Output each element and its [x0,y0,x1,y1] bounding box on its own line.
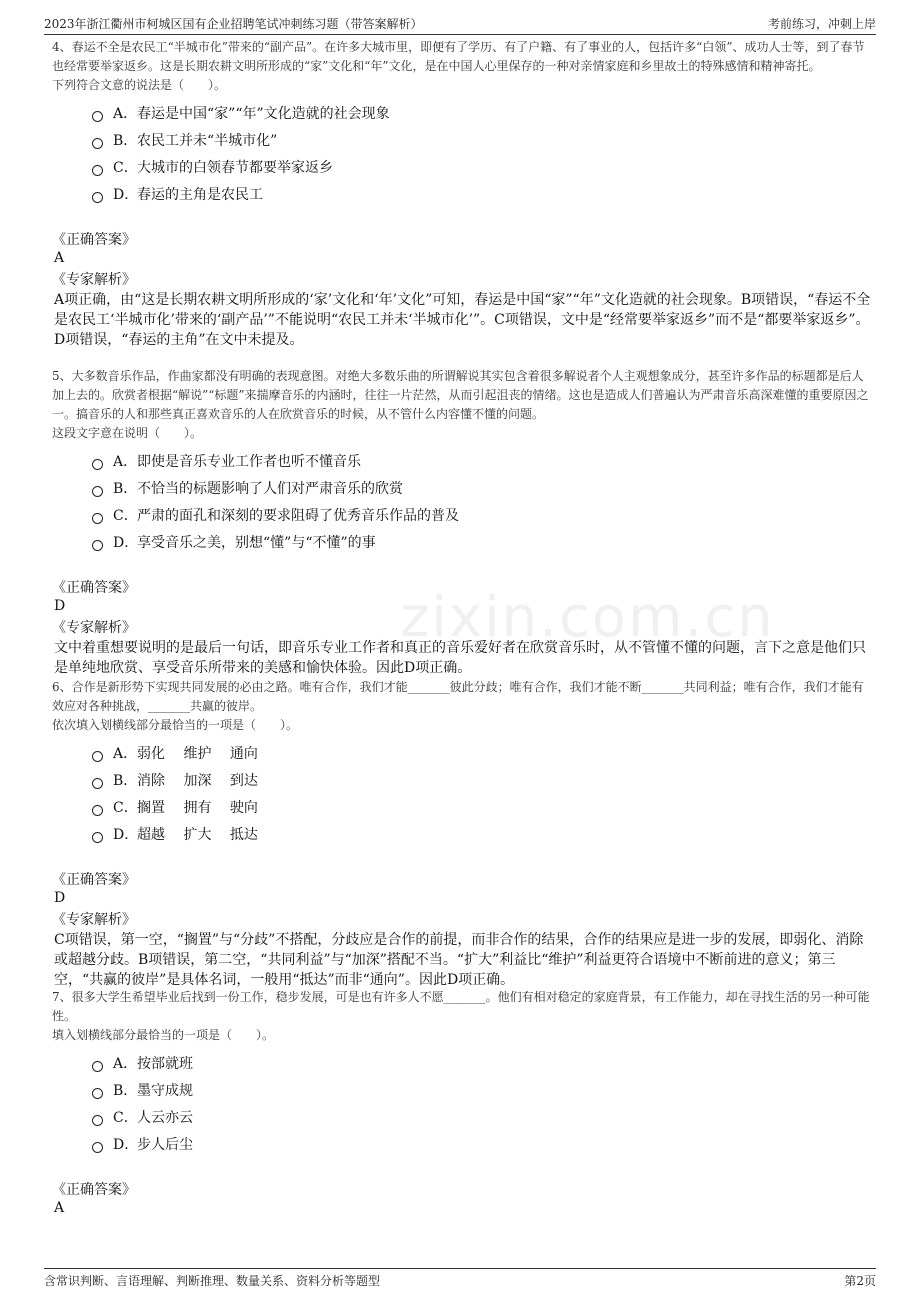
option-a[interactable]: A． 按部就班 [92,1049,872,1076]
radio-icon[interactable] [92,165,103,176]
radio-icon[interactable] [92,540,103,551]
option-c[interactable]: C． 人云亦云 [92,1103,872,1130]
page-footer [44,1268,876,1294]
question-stem: 4、春运不全是农民工“半城市化”带来的“副产品”。在许多大城市里，即便有了学历、有了户籍、有了事业的人，包括许多“白领”、成功人士等，到了春节也经常要举家返乡。这是长期农耕文明所形成的“家”文化和“年”文化，是在中国人心里保存的一种对亲情家庭和乡里故土的特殊感情和精神寄托。 [52,40,865,73]
question-7 [52,988,872,1217]
analysis-text: 文中着重想要说明的是最后一句话，即音乐专业工作者和真正的音乐爱好者在欣赏音乐时，从不管懂不懂的问题，言下之意是他们只是单纯地欣赏、享受音乐所带来的美感和愉快体验。因此D项正确。 [54,640,866,676]
analysis-label: 《专家解析》 [52,620,136,636]
header-slogan: 考前练习，冲刺上岸 [767,17,876,31]
watermark: zixin.com.cn [400,585,775,650]
option-c[interactable]: C． 大城市的白领春节都要举家返乡 [92,153,872,180]
answer-label: 《正确答案》 [52,1182,136,1198]
radio-icon[interactable] [92,192,103,203]
option-d[interactable]: D． 超越 扩大 抵达 [92,820,872,847]
radio-icon[interactable] [92,1088,103,1099]
option-list [92,99,872,207]
option-a[interactable]: A． 弱化 维护 通向 [92,739,872,766]
option-b[interactable]: B． 墨守成规 [92,1076,872,1103]
radio-icon[interactable] [92,1142,103,1153]
option-a[interactable]: A． 即使是音乐专业工作者也听不懂音乐 [92,447,872,474]
radio-icon[interactable] [92,832,103,843]
question-instruction: 填入划横线部分最恰当的一项是（ ）。 [52,1028,275,1042]
radio-icon[interactable] [92,513,103,524]
page-number: 第2页 [844,1274,876,1288]
option-c[interactable]: C． 严肃的面孔和深刻的要求阻碍了优秀音乐作品的普及 [92,501,872,528]
option-b[interactable]: B． 消除 加深 到达 [92,766,872,793]
option-list [92,447,872,555]
radio-icon[interactable] [92,1061,103,1072]
option-b[interactable]: B． 不恰当的标题影响了人们对严肃音乐的欣赏 [92,474,872,501]
question-6 [52,678,872,990]
radio-icon[interactable] [92,486,103,497]
question-stem: 5、大多数音乐作品，作曲家都没有明确的表现意图。对绝大多数乐曲的所谓解说其实包含着很多解说者个人主观想象成分，甚至许多作品的标题都是后人加上去的。欣赏者根据“解说”“标题”来揣摩音乐的内涵时，往往一片茫然，从而引起沮丧的情绪。这也是造成人们普遍认为严肃音乐高深难懂的重要原因之一。搞音乐的人和那些真正喜欢音乐的人在欣赏音乐的时候，从不管什么内容懂不懂的问题。 [52,369,869,421]
question-stem: 7、很多大学生希望毕业后找到一份工作，稳步发展，可是也有许多人不愿_______。他们有相对稳定的家庭背景，有工作能力，却在寻找生活的另一种可能性。 [52,990,870,1023]
option-list [92,739,872,847]
analysis-label: 《专家解析》 [52,272,136,288]
answer-label: 《正确答案》 [52,580,136,596]
answer-value: A [54,250,65,266]
radio-icon[interactable] [92,778,103,789]
answer-label: 《正确答案》 [52,232,136,248]
option-list [92,1049,872,1157]
radio-icon[interactable] [92,138,103,149]
radio-icon[interactable] [92,751,103,762]
question-4 [52,38,872,350]
option-a[interactable]: A． 春运是中国“家”“年”文化造就的社会现象 [92,99,872,126]
answer-value: A [54,1200,65,1216]
radio-icon[interactable] [92,459,103,470]
option-b[interactable]: B． 农民工并未“半城市化” [92,126,872,153]
option-d[interactable]: D． 步人后尘 [92,1130,872,1157]
radio-icon[interactable] [92,1115,103,1126]
document-title: 2023年浙江衢州市柯城区国有企业招聘笔试冲刺练习题（带答案解析） [44,17,423,31]
question-instruction: 依次填入划横线部分最恰当的一项是（ ）。 [52,718,299,732]
question-instruction: 下列符合文意的说法是（ ）。 [52,78,227,92]
question-stem: 6、合作是新形势下实现共同发展的必由之路。唯有合作，我们才能_______彼此分歧；唯有合作，我们才能不断_______共同利益；唯有合作，我们才能有效应对各种挑战，_______共赢的彼岸。 [52,680,864,713]
radio-icon[interactable] [92,111,103,122]
question-5 [52,367,872,678]
analysis-text: A项正确，由“这是长期农耕文明所形成的‘家’文化和‘年’文化”可知，春运是中国“家”“年”文化造就的社会现象。B项错误，“春运不全是农民工‘半城市化’带来的‘副产品’”不能说明“农民工并未‘半城市化’”。C项错误，文中是“经常要举家返乡”而不是“都要举家返乡”。D项错误，“春运的主角”在文中未提及。 [54,292,871,348]
question-instruction: 这段文字意在说明（ ）。 [52,426,203,440]
answer-value: D [54,598,66,614]
footer-note: 含常识判断、言语理解、判断推理、数量关系、资料分析等题型 [44,1274,381,1288]
option-d[interactable]: D． 春运的主角是农民工 [92,180,872,207]
option-d[interactable]: D． 享受音乐之美，别想“懂”与“不懂”的事 [92,528,872,555]
radio-icon[interactable] [92,805,103,816]
answer-label: 《正确答案》 [52,872,136,888]
analysis-text: C项错误，第一空，“搁置”与“分歧”不搭配，分歧应是合作的前提，而非合作的结果，合作的结果应是进一步的发展，即弱化、消除或超越分歧。B项错误，第二空，“共同利益”与“加深”搭配不当。“扩大”利益比“维护”利益更符合语境中不断前进的意义；第三空，“共赢的彼岸”是具体名词，一般用“抵达”而非“通向”。因此D项正确。 [54,932,864,988]
analysis-label: 《专家解析》 [52,912,136,928]
option-c[interactable]: C． 搁置 拥有 驶向 [92,793,872,820]
answer-value: D [54,890,66,906]
page-header [44,10,876,35]
